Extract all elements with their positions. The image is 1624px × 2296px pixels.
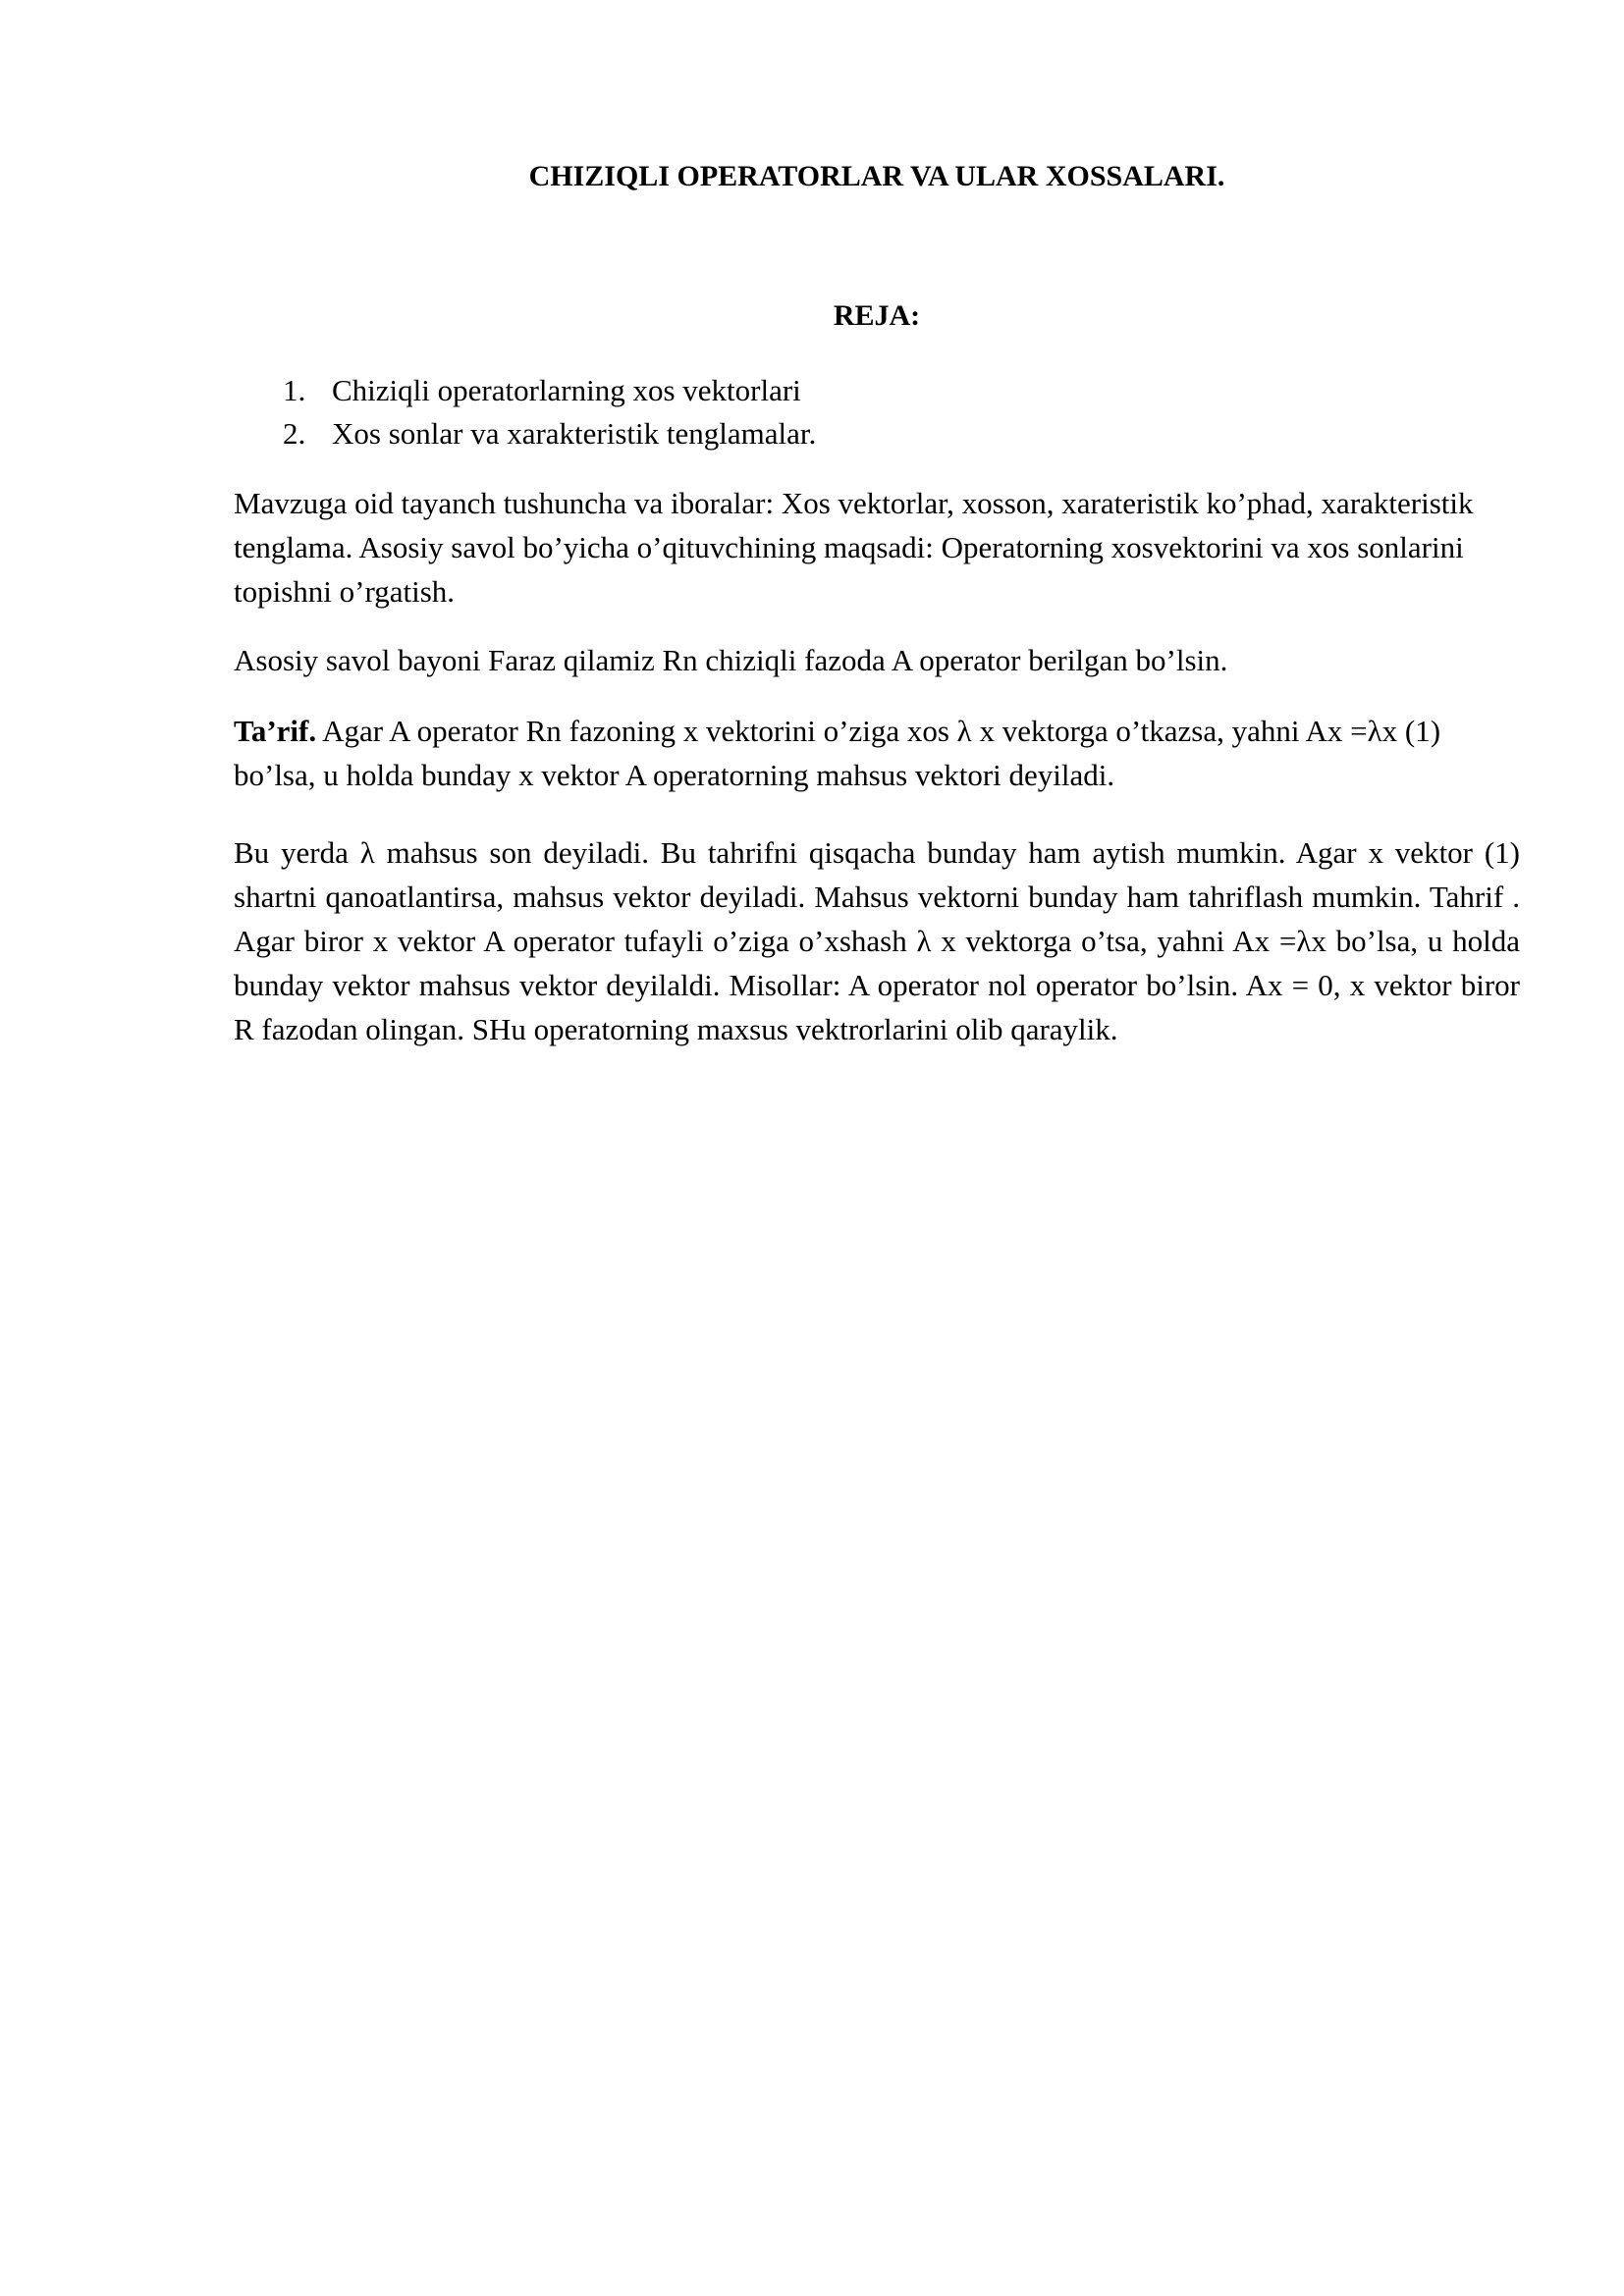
plan-heading: REJA: — [833, 299, 921, 332]
explanation-paragraph: Bu yerda λ mahsus son deyiladi. Bu tahrifni qisqacha bunday ham aytish mumkin. Agar x vektor (1) shartni qanoatlantirsa, mahsus vektor deyiladi. Mahsus vektorni bunday ham tahriflash mumkin. Tahrif . Agar biror x vektor A operator tufayli o’ziga o’xshash λ x vektorga o’tsa, yahni Ax =λx bo’lsa, u holda bunday vektor mahsus vektor deyilaldi. Misollar: A operator nol operator bo’lsin. Ax = 0, x vektor biror R fazodan olingan. SHu operatorning maxsus vektrorlarini olib qaraylik. — [234, 835, 1520, 1046]
page-title: CHIZIQLI OPERATORLAR VA ULAR XOSSALARI. — [528, 160, 1225, 192]
plan-item-text: Xos sonlar va xarakteristik tenglamalar. — [332, 416, 817, 451]
definition-paragraph — [234, 709, 1520, 797]
plan-list — [275, 369, 816, 455]
plan-item — [275, 369, 816, 412]
statement-paragraph: Asosiy savol bayoni Faraz qilamiz Rn chiziqli fazoda A operator berilgan bo’lsin. — [234, 643, 1228, 677]
keywords-paragraph: Mavzuga oid tayanch tushuncha va iboralar: Xos vektorlar, xosson, xarateristik ko’phad, xarakteristik tenglama. Asosiy savol bo’yicha o’qituvchining maqsadi: Operatorning xosvektorini va xos sonlarini topishni o’rgatish. — [234, 486, 1474, 609]
plan-item-number: 1. — [283, 373, 306, 407]
plan-item-number: 2. — [283, 416, 306, 451]
definition-text: Agar A operator Rn fazoning x vektorini o’ziga xos λ x vektorga o’tkazsa, yahni Ax =λx (1) bo’lsa, u holda bunday x vektor A operatorning mahsus vektori deyiladi. — [234, 714, 1441, 792]
plan-item-text: Chiziqli operatorlarning xos vektorlari — [332, 373, 801, 407]
definition-label: Ta’rif. — [234, 714, 317, 748]
plan-item — [275, 412, 816, 455]
